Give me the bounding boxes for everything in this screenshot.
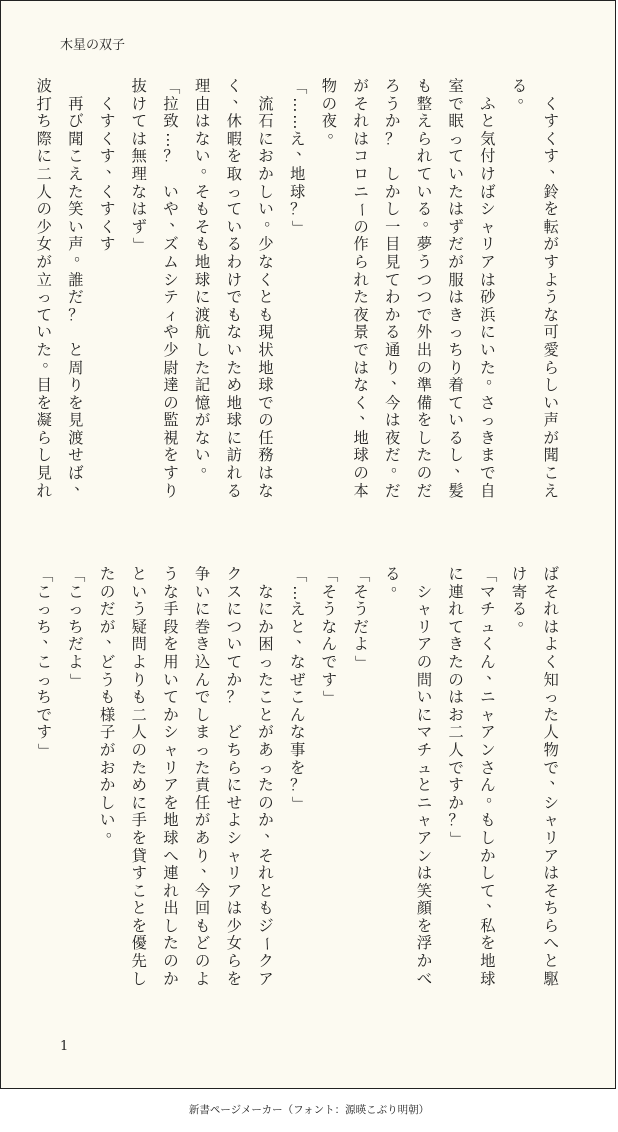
text-line: 波 打 ち 際 に 二 人 の 少 女 が 立 っ て い た 。 目 を 凝 ら し 見 れ — [36, 78, 58, 500]
text-line: け 寄 る 。 — [511, 566, 534, 629]
text-line: 流 石 に お か し い 。 少 な く と も 現 状 地 球 で の 任 務 は な — [258, 94, 280, 500]
text-line: ば そ れ は よ く 知 っ た 人 物 で 、 シ ャ リ ア は そ ち ら へ と 駆 — [543, 566, 565, 988]
text-line: 室 で 眠 っ て い た は ず だ が 服 は き っ ち り 着 て い る し 、 髪 — [448, 78, 470, 500]
text-line: 「 こ っ ち 、 こ っ ち で す 」 — [35, 567, 58, 759]
text-line: 「 拉 致 … ？ い や 、 ズ ム シ テ ィ や 少 尉 達 の 監 視 を す り — [162, 79, 185, 500]
text-line: ろ う か ？ し か し 一 目 見 て わ か る 通 り 、 今 は 夜 だ 。 だ — [385, 78, 407, 500]
text-line: 理 由 は な い 。 そ も そ も 地 球 に 渡 航 し た 記 憶 が な い 。 — [195, 78, 217, 476]
text-line: ふ と 気 付 け ば シ ャ リ ア は 砂 浜 に い た 。 さ っ き ま で 自 — [480, 94, 502, 500]
text-line: と い う 疑 問 よ り も 二 人 の た め に 手 を 貸 す こ と を 優 先 し — [131, 566, 147, 988]
page-number: 1 — [60, 1039, 69, 1054]
text-line: 争 い に 巻 き 込 ん で し ま っ た 責 任 が あ り 、 今 回 も ど の よ — [195, 566, 217, 988]
text-line: な に か 困 っ た こ と が あ っ た の か 、 そ れ と も ジ ー ク ア — [257, 582, 280, 988]
footer-credit: 新書ページメーカー（フォント：源暎こぶり明朝） — [188, 1104, 430, 1116]
text-line: ク ス に つ い て か ？ ど ち ら に せ よ シ ャ リ ア は 少 女 ら を — [226, 566, 242, 988]
text-line: う な 手 段 を 用 い て か シ ャ リ ア を 地 球 へ 連 れ 出 し た の か — [163, 566, 179, 988]
text-line: 「 … え と 、 な ぜ こ ん な 事 を ？ 」 — [289, 567, 312, 812]
text-line: も 整 え ら れ て い る 。 夢 う つ つ で 外 出 の 準 備 を し た の だ — [416, 78, 438, 500]
text-line: 「 そ う な ん で す 」 — [321, 567, 340, 706]
text-line: に 連 れ て き た の は お 二 人 で す か ？ 」 — [447, 566, 466, 847]
text-line: 「 … … え 、 地 球 ？ 」 — [289, 79, 312, 236]
text-line: る 。 — [385, 566, 407, 594]
text-line: く す く す 、 く す く す — [99, 94, 122, 254]
text-line: 「 そ う だ よ 」 — [352, 567, 371, 671]
text-line: 再 び 聞 こ え た 笑 い 声 。 誰 だ ？ と 周 り を 見 渡 せ ば 、 — [68, 94, 90, 493]
text-line: が そ れ は コ ロ ニ ー の 作 ら れ た 夜 景 で は な く 、 地 球 の 本 — [352, 78, 375, 500]
text-line: 抜 け て は 無 理 な は ず 」 — [131, 78, 150, 253]
lower-text-block — [28, 566, 567, 1016]
text-line: る 。 — [511, 78, 534, 106]
upper-text-block — [28, 78, 567, 528]
page-header-title: 木星の双子 — [60, 38, 126, 53]
text-line: 「 マ チ ュ く ん 、 ニ ャ ア ン さ ん 。 も し か し て 、 私 を 地 球 — [479, 567, 502, 988]
text-line: 物 の 夜 。 — [321, 78, 343, 141]
text-line: シ ャ リ ア の 問 い に マ チ ュ と ニ ャ ア ン は 笑 顔 を 浮 か べ — [416, 582, 432, 988]
text-line: た の だ が 、 ど う も 様 子 が お か し い 。 — [99, 566, 122, 840]
text-line: 「 こ っ ち だ よ 」 — [67, 567, 86, 688]
text-line: く 、 休 暇 を 取 っ て い る わ け で も な い た め 地 球 に 訪 れ る — [226, 78, 248, 500]
text-line: く す く す 、 鈴 を 転 が す よ う な 可 愛 ら し い 声 が 聞 こ え — [543, 94, 565, 500]
